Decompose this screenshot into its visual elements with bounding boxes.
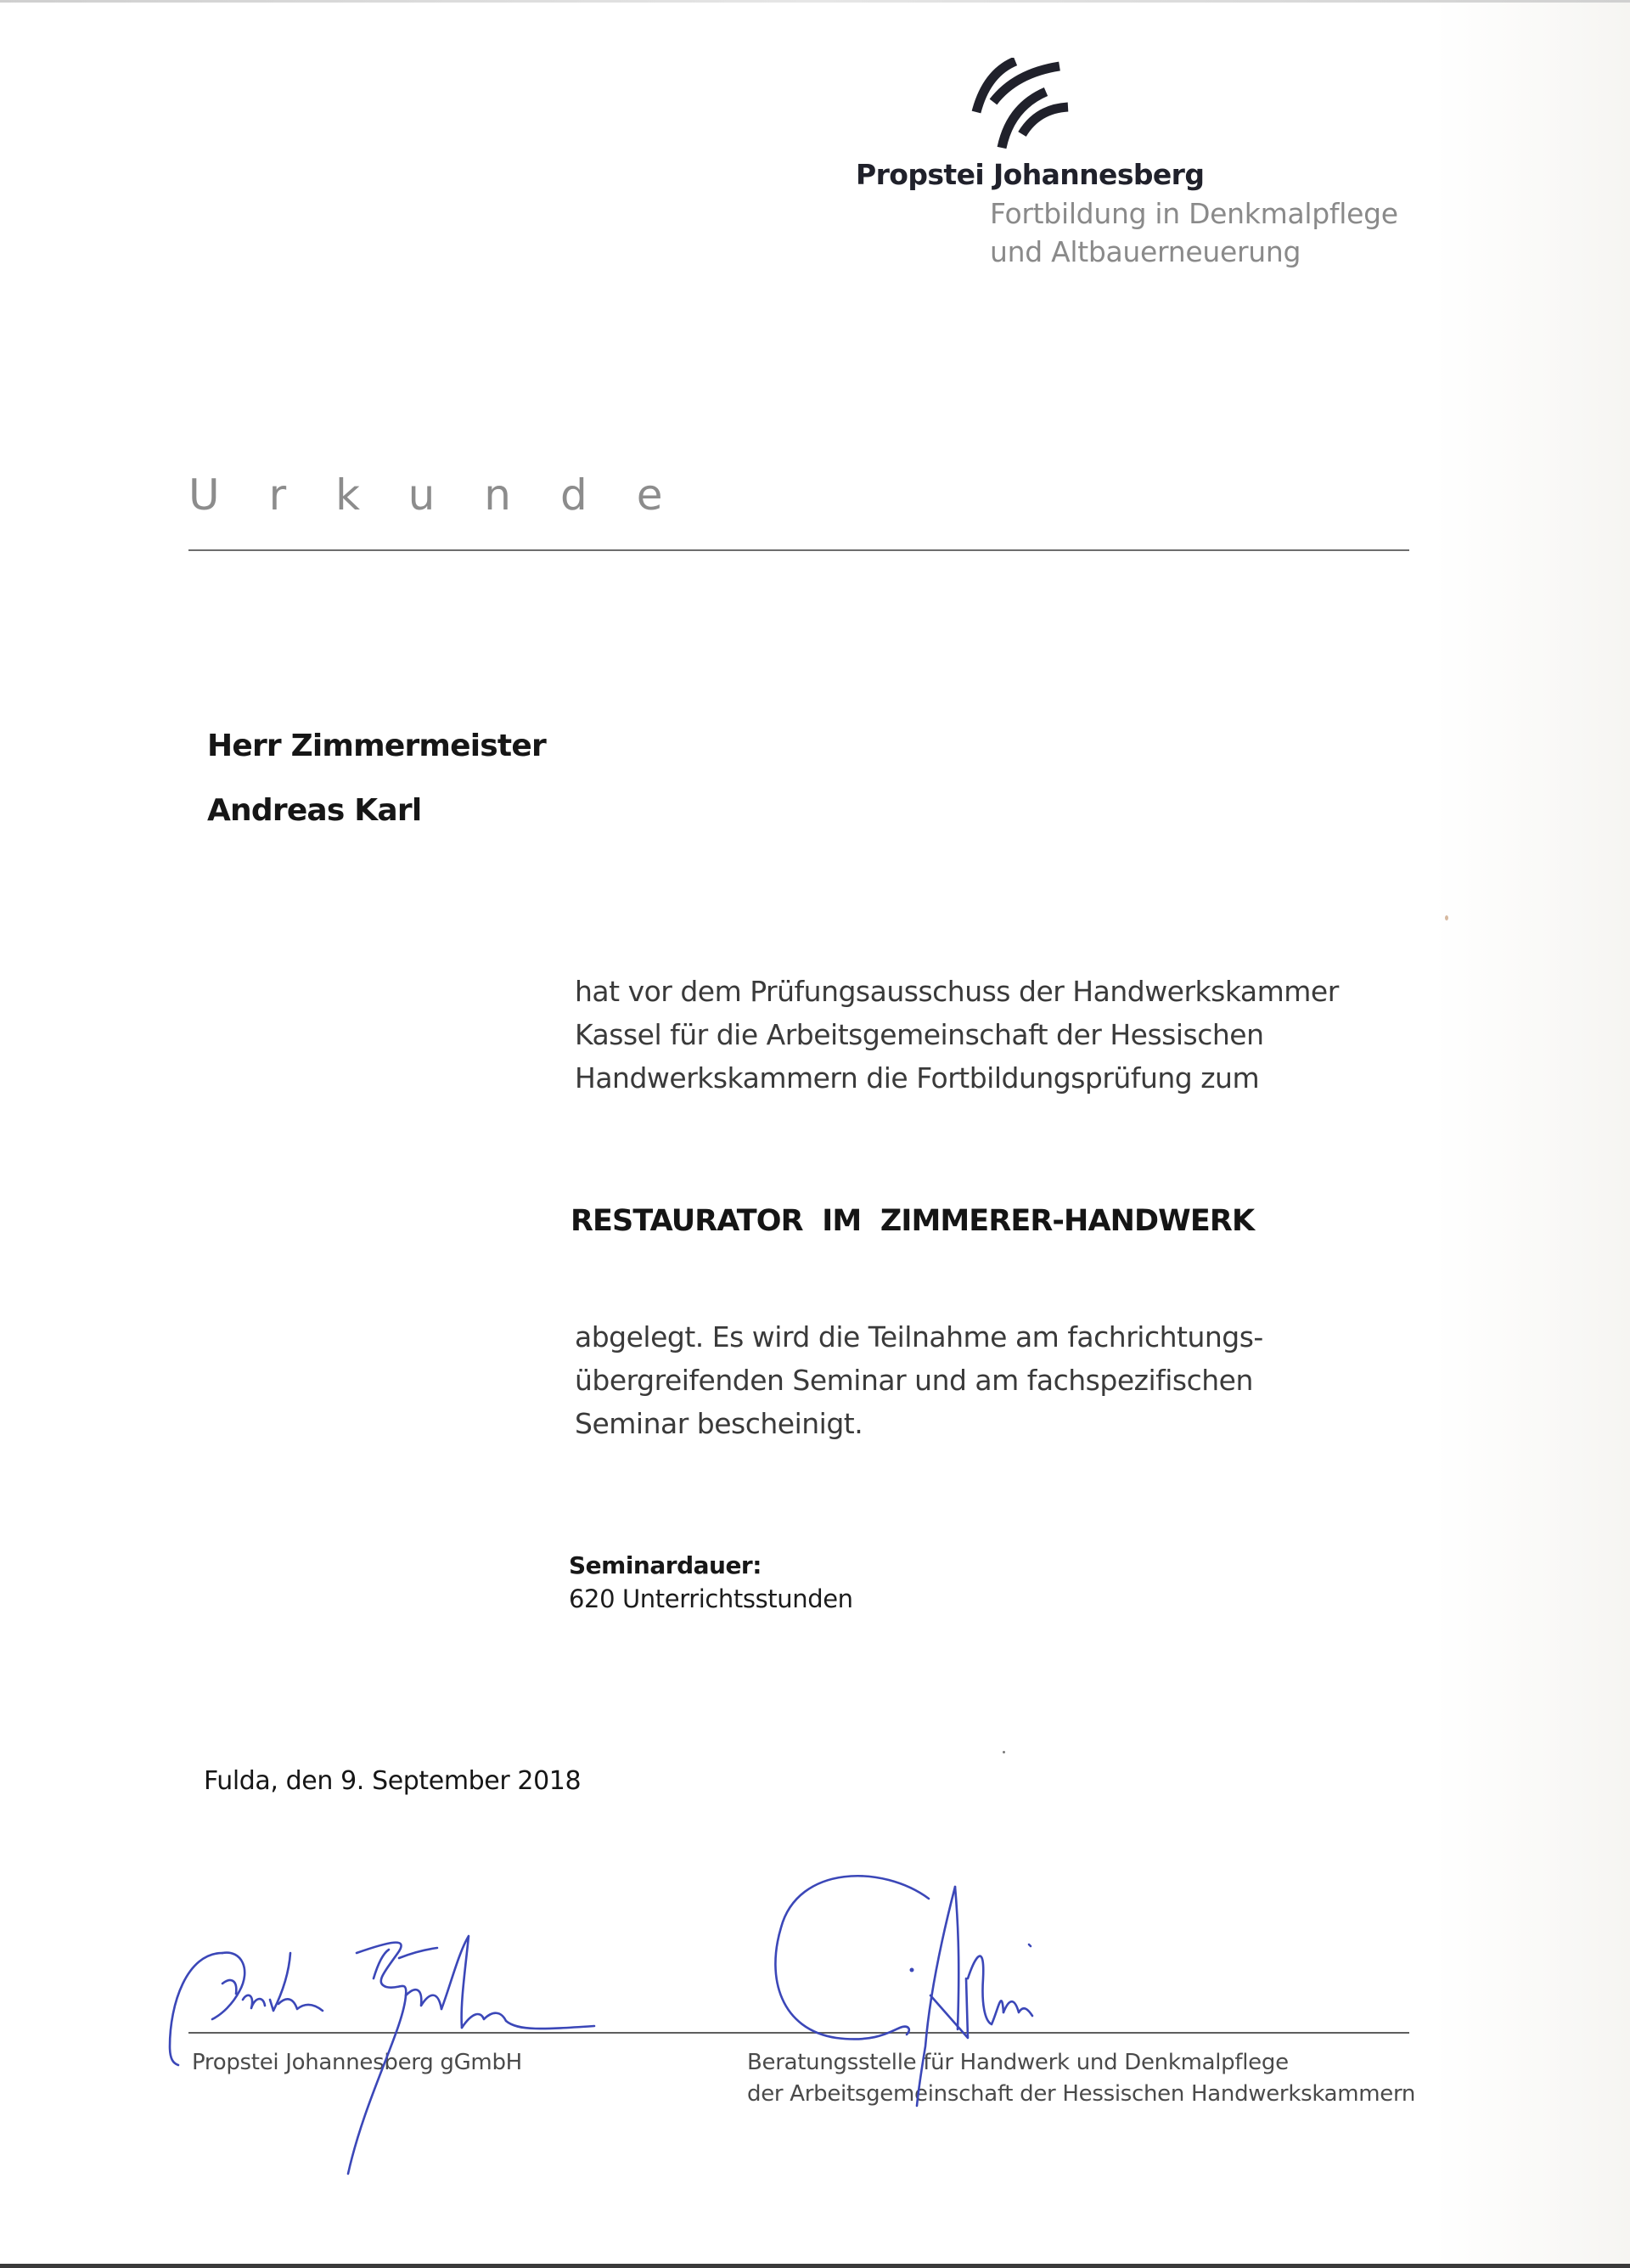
paper-speck bbox=[1445, 915, 1448, 920]
recipient-name: Andreas Karl bbox=[207, 793, 422, 828]
body-closing-line: abgelegt. Es wird die Teilnahme am fachrichtungs- bbox=[575, 1320, 1263, 1353]
organization-tagline-line: und Altbauerneuerung bbox=[990, 235, 1301, 268]
body-intro-line: Handwerkskammern die Fortbildungsprüfung zum bbox=[575, 1061, 1260, 1095]
organization-tagline-line: Fortbildung in Denkmalpflege bbox=[990, 197, 1398, 230]
signature-line bbox=[188, 2032, 1409, 2034]
signatory-right-line: der Arbeitsgemeinschaft der Hessischen Handwerkskammern bbox=[747, 2081, 1416, 2107]
document-title: Urkunde bbox=[188, 470, 712, 520]
body-closing-line: Seminar bescheinigt. bbox=[575, 1407, 863, 1440]
paper-speck bbox=[1003, 1751, 1005, 1753]
signatory-right-line: Beratungsstelle für Handwerk und Denkmalpflege bbox=[747, 2050, 1289, 2075]
propstei-arcs-icon bbox=[968, 58, 1087, 149]
place-and-date: Fulda, den 9. September 2018 bbox=[204, 1766, 582, 1796]
body-closing-line: übergreifenden Seminar und am fachspezifischen bbox=[575, 1364, 1253, 1397]
body-intro-line: hat vor dem Prüfungsausschuss der Handwerkskammer bbox=[575, 975, 1339, 1008]
title-divider bbox=[188, 549, 1409, 551]
recipient-title: Herr Zimmermeister bbox=[207, 729, 546, 763]
seminar-duration-label: Seminardauer: bbox=[569, 1551, 762, 1579]
ink-dot bbox=[910, 1968, 914, 1973]
seminar-duration-value: 620 Unterrichtsstunden bbox=[569, 1584, 853, 1613]
scan-edge-top bbox=[0, 0, 1630, 3]
scan-edge-bottom bbox=[0, 2264, 1630, 2268]
qualification-title: RESTAURATOR IM ZIMMERER-HANDWERK bbox=[570, 1204, 1255, 1238]
logo-arc-4 bbox=[1022, 107, 1068, 134]
organization-name: Propstei Johannesberg bbox=[856, 158, 1205, 191]
body-intro-line: Kassel für die Arbeitsgemeinschaft der Hessischen bbox=[575, 1018, 1264, 1051]
signatory-left: Propstei Johannesberg gGmbH bbox=[192, 2050, 522, 2075]
